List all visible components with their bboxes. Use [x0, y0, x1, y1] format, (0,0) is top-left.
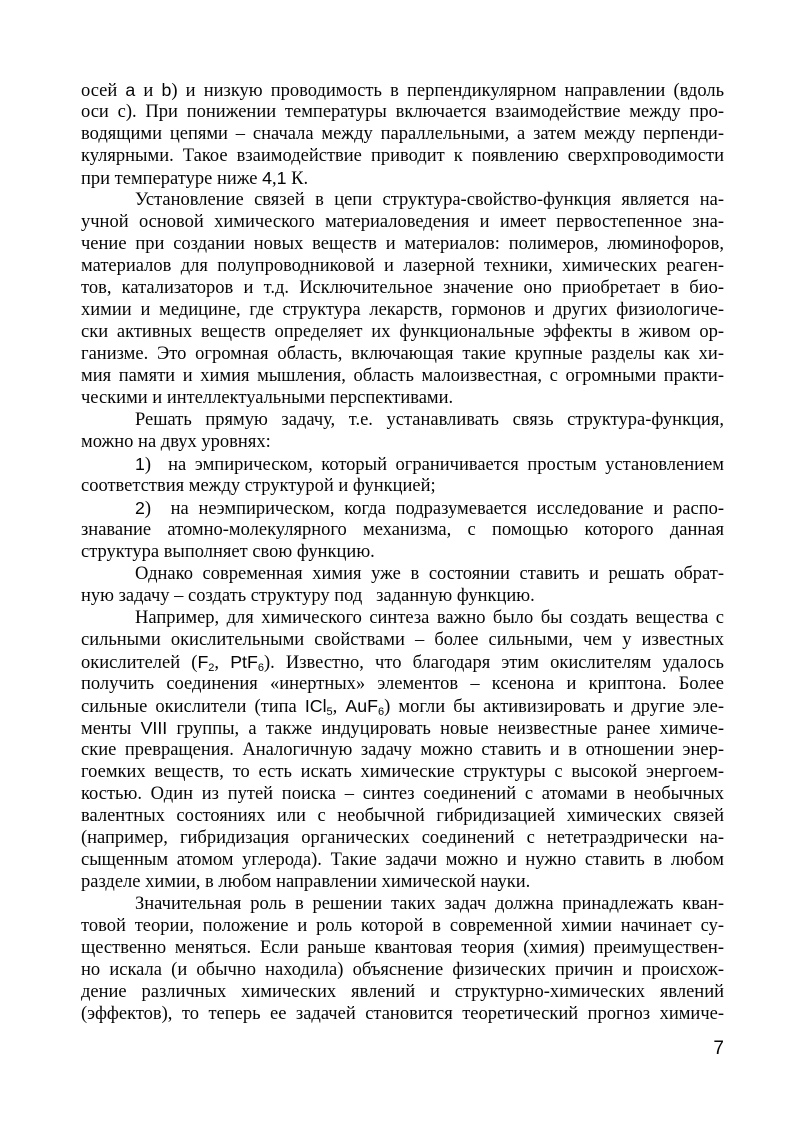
latin-text: AuF	[345, 696, 378, 716]
text-line: кулярными. Такое взаимодействие приводит к появлению сверхпроводимости	[81, 146, 724, 166]
text-line: (например, гибридизация органических соединений с нететраэдрически на-	[81, 828, 724, 848]
text-line: знавание атомно-молекулярного механизма, с помощью которого данная	[81, 520, 724, 540]
text-line: но искала (и обычно находила) объяснение физических причин и происхож-	[81, 960, 724, 980]
text-line: ганизме. Это огромная область, включающая такие крупные разделы как хи-	[81, 344, 724, 364]
text-line: Например, для химического синтеза важно было бы создать вещества с	[135, 608, 724, 628]
text-line: учной основой химического материаловедения и имеет первостепенное зна-	[81, 212, 724, 232]
text-line: сильными окислительными свойствами – более сильными, чем у известных	[81, 630, 724, 650]
text-line: Однако современная химия уже в состоянии ставить и решать обрат-	[135, 564, 724, 584]
text-line: материалов для полупроводниковой и лазерной техники, химических реаген-	[81, 256, 724, 276]
text-line: сильные окислители (типа ICl$_5$, AuF$_6$) могли бы активизировать и другие эле-	[81, 696, 724, 717]
text-line: водящими цепями – сначала между параллельными, а затем между перпенди-	[81, 124, 724, 144]
latin-text: ICl	[304, 696, 327, 716]
text-line: ную задачу – создать структуру под заданную функцию.	[81, 586, 535, 606]
text-line: Установление связей в цепи структура-свойство-функция является на-	[135, 190, 724, 210]
text-line: менты VIII группы, а также индуцировать новые неизвестные ранее химиче-	[81, 718, 724, 739]
text-line: Значительная роль в решении таких задач должна принадлежать кван-	[135, 894, 724, 914]
text-line: чение при создании новых веществ и материалов: полимеров, люминофоров,	[81, 234, 724, 254]
text-line: (эффектов), то теперь ее задачей становится теоретический прогноз химиче-	[81, 1004, 724, 1024]
text-line: получить соединения «инертных» элементов – ксенона и криптона. Более	[81, 674, 724, 694]
latin-text: 2	[135, 498, 145, 518]
text-line: дение различных химических явлений и структурно-химических явлений	[81, 982, 724, 1002]
text-line: ски активных веществ определяет их функциональные эффекты в живом ор-	[81, 322, 724, 342]
text-line: гоемких веществ, то есть искать химические структуры с высокой энергоем-	[81, 762, 724, 782]
text-line: тов, катализаторов и т.д. Исключительное значение оно приобретает в био-	[81, 278, 724, 298]
latin-text: 1	[135, 454, 145, 474]
text-line: соответствия между структурой и функцией;	[81, 476, 436, 496]
text-line: 1) на эмпирическом, который ограничивается простым установлением	[135, 454, 724, 475]
text-line: мия памяти и химия мышления, область малоизвестная, с огромными практи-	[81, 366, 724, 386]
text-line: ческими и интеллектуальными перспективами.	[81, 388, 454, 408]
text-line: можно на двух уровнях:	[81, 432, 271, 452]
latin-text: VIII	[140, 718, 168, 738]
page-number: 7	[713, 1038, 724, 1059]
text-line: осей a и b) и низкую проводимость в перпендикулярном направлении (вдоль	[81, 80, 724, 101]
text-line: валентных состояниях или с необычной гибридизацией химических связей	[81, 806, 724, 826]
text-line: окислителей ($F_2$, PtF$_6$). Известно, что благодаря этим окислителям удалось	[81, 652, 724, 673]
latin-text: b	[161, 80, 172, 100]
latin-text: F	[197, 652, 209, 672]
latin-text: 6	[257, 661, 264, 673]
text-line: структура выполняет свою функцию.	[81, 542, 375, 562]
text-line: товой теории, положение и роль которой в современной химии начинает су-	[81, 916, 724, 936]
text-line: сыщенным атомом углерода). Такие задачи можно и нужно ставить в любом	[81, 850, 724, 870]
text-line: ские превращения. Аналогичную задачу можно ставить и в отношении энер-	[81, 740, 724, 760]
latin-text: PtF	[230, 652, 258, 672]
text-line: при температуре ниже 4,1 К.	[81, 168, 309, 189]
text-line: разделе химии, в любом направлении химической науки.	[81, 872, 531, 892]
text-line: оси с). При понижении температуры включается взаимодействие между про-	[81, 102, 724, 122]
latin-text: a	[125, 80, 136, 100]
text-line: химии и медицине, где структура лекарств, гормонов и других физиологиче-	[81, 300, 724, 320]
text-line: щественно меняться. Если раньше квантовая теория (химия) преимуществен-	[81, 938, 724, 958]
latin-text: 6	[377, 705, 385, 717]
latin-text: 1	[276, 168, 287, 188]
latin-text: 5	[326, 705, 333, 717]
latin-text: 4	[262, 168, 272, 188]
text-line: костью. Один из путей поиска – синтез соединений с атомами в необычных	[81, 784, 724, 804]
text-line: 2) на неэмпирическом, когда подразумевается исследование и распо-	[135, 498, 724, 519]
text-column	[81, 79, 724, 1025]
text-line: Решать прямую задачу, т.е. устанавливать связь структура-функция,	[135, 410, 724, 430]
latin-text: 2	[208, 661, 215, 673]
